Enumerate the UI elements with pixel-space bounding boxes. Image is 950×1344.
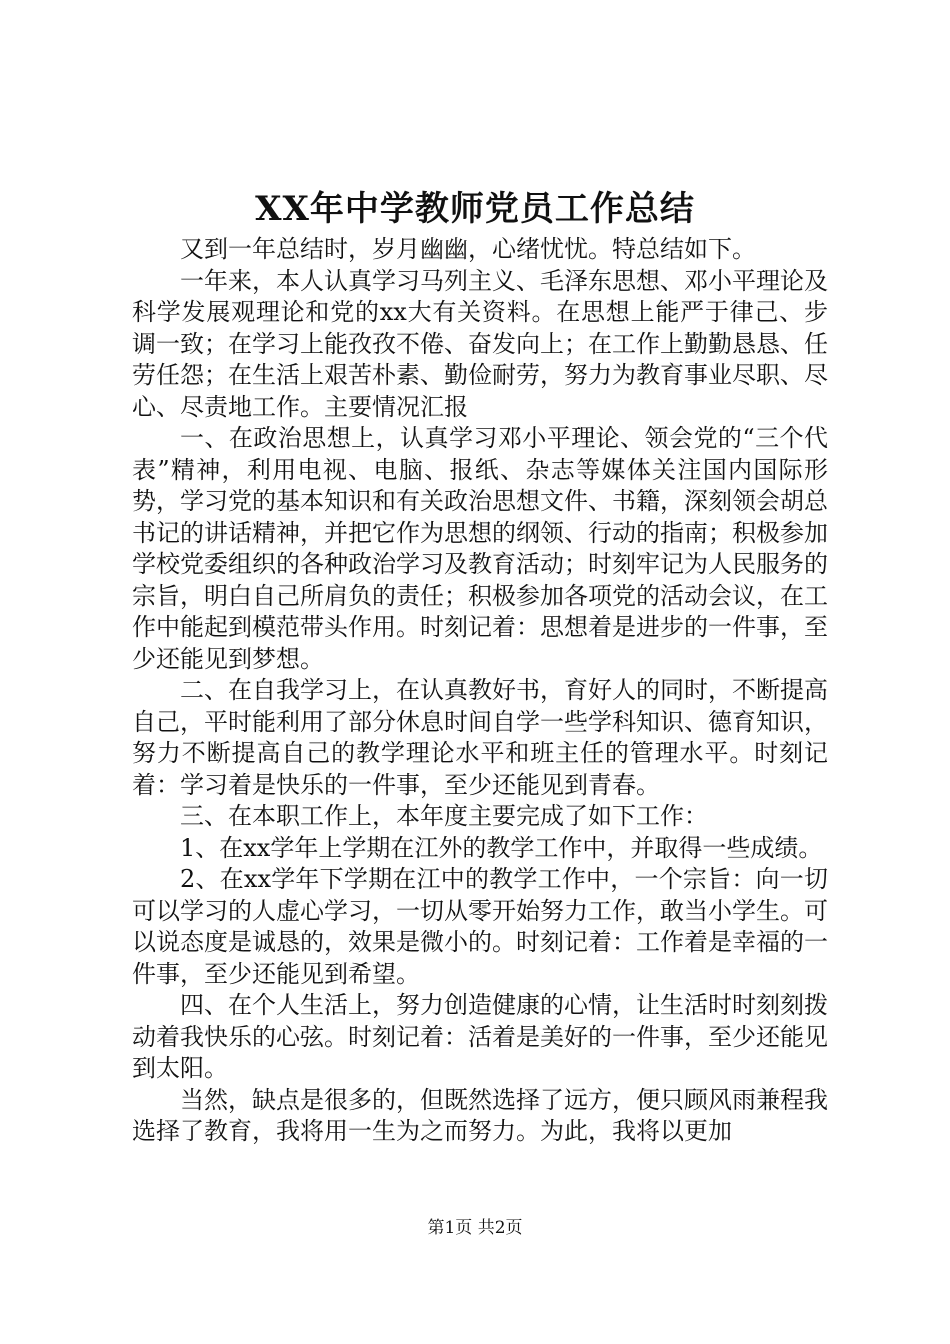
paragraph-work-item-2: 2、在xx学年下学期在江中的教学工作中，一个宗旨：向一切可以学习的人虚心学习，一切从零开始努力工作，敢当小学生。可以说态度是诚恳的，效果是微小的。时刻记着：工作着是幸福的一件事，至少还能见到希望。 — [132, 865, 828, 988]
document-title: XX年中学教师党员工作总结 — [255, 189, 695, 229]
paragraph-work-heading: 三、在本职工作上，本年度主要完成了如下工作： — [180, 802, 708, 830]
paragraph-self-study: 二、在自我学习上，在认真教好书，育好人的同时，不断提高自己，平时能利用了部分休息时间自学一些学科知识、德育知识，努力不断提高自己的教学理论水平和班主任的管理水平。时刻记着：学习着是快乐的一件事，至少还能见到青春。 — [132, 676, 828, 799]
paragraph-political-thought: 一、在政治思想上，认真学习邓小平理论、领会党的“三个代表”精神，利用电视、电脑、报纸、杂志等媒体关注国内国际形势，学习党的基本知识和有关政治思想文件、书籍，深刻领会胡总书记的讲话精神，并把它作为思想的纲领、行动的指南；积极参加学校党委组织的各种政治学习及教育活动；时刻牢记为人民服务的宗旨，明白自己所肩负的责任；积极参加各项党的活动会议，在工作中能起到模范带头作用。时刻记着：思想着是进步的一件事，至少还能见到梦想。 — [132, 424, 828, 673]
paragraph-intro: 又到一年总结时，岁月幽幽，心绪忧忧。特总结如下。 — [180, 235, 756, 263]
paragraph-personal-life: 四、在个人生活上，努力创造健康的心情，让生活时时刻刻拨动着我快乐的心弦。时刻记着：活着是美好的一件事，至少还能见到太阳。 — [132, 991, 828, 1082]
paragraph-conclusion: 当然，缺点是很多的，但既然选择了远方，便只顾风雨兼程我选择了教育，我将用一生为之而努力。为此，我将以更加 — [132, 1085, 828, 1145]
paragraph-work-item-1: 1、在xx学年上学期在江外的教学工作中，并取得一些成绩。 — [180, 833, 823, 862]
paragraph-overview: 一年来，本人认真学习马列主义、毛泽东思想、邓小平理论及科学发展观理论和党的xx大有关资料。在思想上能严于律己、步调一致；在学习上能孜孜不倦、奋发向上；在工作上勤勤恳恳、任劳任怨；在生活上艰苦朴素、勤俭耐劳，努力为教育事业尽职、尽心、尽责地工作。主要情况汇报 — [132, 266, 828, 421]
page-number-footer: 第1页 共2页 — [427, 1218, 523, 1238]
document-body — [132, 234, 828, 1148]
